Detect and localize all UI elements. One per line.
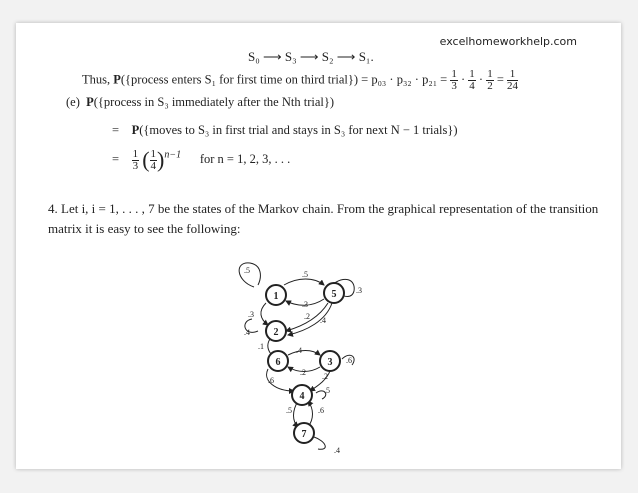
probability-expression: ({process enters S₁ for first time on third trial}) = p₀₃ · p₃₂ · p₂₁ = <box>120 72 451 87</box>
edge-label: .4 <box>334 446 340 455</box>
edge-label: .6 <box>346 356 352 365</box>
edge-label: .5 <box>244 266 250 275</box>
node-label: 1 <box>273 291 279 302</box>
node-label: 5 <box>331 289 337 300</box>
edge-label: .3 <box>302 300 308 309</box>
edge-label: .2 <box>300 368 306 377</box>
edge-label: .3 <box>248 310 254 319</box>
sequence-line: S₀ ⟶ S₃ ⟶ S₂ ⟶ S₁. <box>248 49 374 64</box>
event-expression: ({moves to S₃ in first trial and stays in S₃ for next N − 1 trials}) <box>139 123 458 137</box>
probability-line: Thus, P({process enters S₁ for first time on third trial}) = p₀₃ · p₃₂ · p₂₁ = $\frac{1}{3}$ · $\frac{1}{4}$ · $\frac{1}{2}$ = $\frac{1}{24}$ <box>82 68 519 92</box>
equals-sign: = <box>112 151 120 166</box>
frac-one-quarter: $\frac{1}{4}$ <box>150 147 157 172</box>
part-label: (e) <box>66 95 80 109</box>
node-label: 3 <box>327 357 333 368</box>
loop-7 <box>314 437 325 449</box>
thus-label: Thus, <box>82 72 114 87</box>
p-symbol: P <box>86 95 94 109</box>
equals-sign: = <box>112 123 120 137</box>
equation-line-1 <box>112 123 458 138</box>
exponent: n−1 <box>164 149 182 161</box>
slide <box>16 23 621 469</box>
equation-line-2: = $\frac{1}{3}$ ( $\frac{1}{4}$ )$^{n-1}$ for n = 1, 2, 3, . . . <box>112 147 291 172</box>
watermark: excelhomeworkhelp.com <box>439 35 577 48</box>
edge-label: .5 <box>302 270 308 279</box>
edge-label: .6 <box>318 406 324 415</box>
p-symbol: P <box>131 123 140 137</box>
event-expression: ({process in S₃ immediately after the Nth trial}) <box>93 95 335 109</box>
p-symbol: P <box>113 72 121 87</box>
frac-2: $\frac{1}{4}$ <box>469 68 475 92</box>
frac-1: $\frac{1}{3}$ <box>451 68 457 92</box>
edge-label: .5 <box>324 386 330 395</box>
edge-label: .6 <box>268 376 274 385</box>
frac-3: $\frac{1}{2}$ <box>487 68 493 92</box>
edge-label: .5 <box>286 406 292 415</box>
frac-one-third: $\frac{1}{3}$ <box>132 147 139 172</box>
markov-chain-diagram <box>206 241 376 461</box>
paragraph: 4. Let i, i = 1, . . . , 7 be the states of the Markov chain. From the graphical representation of the transition matrix it is easy to see the following: <box>48 201 599 236</box>
edge-label: .2 <box>322 372 328 381</box>
part-e-line <box>66 95 334 110</box>
edge-label: .4 <box>244 328 250 337</box>
node-label: 2 <box>273 327 279 338</box>
edge-label: .1 <box>258 342 264 351</box>
node-label: 6 <box>275 357 281 368</box>
edge-label: .4 <box>320 316 326 325</box>
edge-label: .4 <box>296 346 302 355</box>
node-label: 7 <box>301 429 307 440</box>
condition: for n = 1, 2, 3, . . . <box>199 151 291 166</box>
frac-result: $\frac{1}{24}$ <box>507 68 519 92</box>
edge-label: .3 <box>356 286 362 295</box>
node-label: 4 <box>299 391 305 402</box>
edge-label: .2 <box>304 312 310 321</box>
